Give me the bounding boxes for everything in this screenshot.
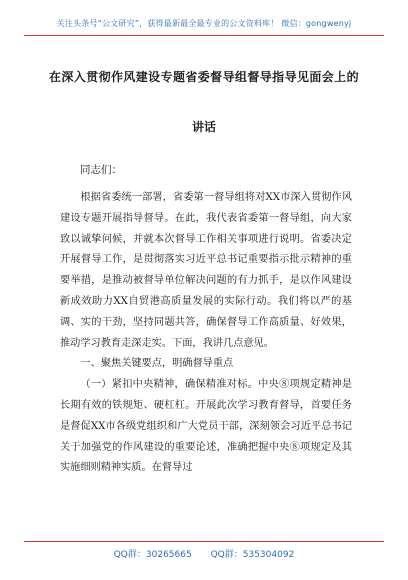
paragraph-intro: 根据省委统一部署，省委第一督导组将对XX市深入贯彻作风建设专题开展指导督导。在此，我代表省委第一督导组，向大家致以诚挚问候，并就本次督导工作相关事项进行说明。省委决定开展督导工作，是贯彻落实习近平总书记重要指示批示精神的重要举措，是推动被督导单位解决问题的有力抓手，是以作风建设新成效助力XX自贸港高质量发展的实际行动。我们将以严的基调、实的干劲，坚持同题共答，确保督导工作高质量、好效果，推动学习教育走深走实。下面，我讲几点意见。 (60, 192, 352, 349)
section-heading-1: 一、聚焦关键要点，明确督导重点 (80, 358, 234, 370)
page-header-banner (24, 18, 384, 36)
document-subtitle: 讲话 (191, 120, 216, 134)
greeting: 同志们： (80, 164, 122, 176)
page-footer (24, 541, 384, 560)
document-body (60, 188, 352, 479)
header-wechat-id: gongwenyj (305, 19, 352, 28)
footer-qq-group-1: QQ群：30265665 (113, 550, 192, 560)
header-promo-text: 关注头条号“公文研究”，获得最新最全最专业的公文资料库！ 微信： (56, 19, 306, 28)
footer-qq-group-2: QQ群：535304092 (210, 550, 295, 560)
paragraph-subsection-1: （一）紧扣中央精神，确保精准对标。中央⑧项规定精神是长期有效的铁规矩、硬杠杠。开展此次学习教育督导，首要任务是督促XX市各级党组织和广大党员干部，深刻领会习近平总书记关于加强党的作风建设的重要论述，准确把握中央⑧项规定及其实施细则精神实质。在督导过 (60, 379, 352, 474)
document-title: 在深入贯彻作风建设专题省委督导组督导指导见面会上的 (48, 70, 359, 84)
